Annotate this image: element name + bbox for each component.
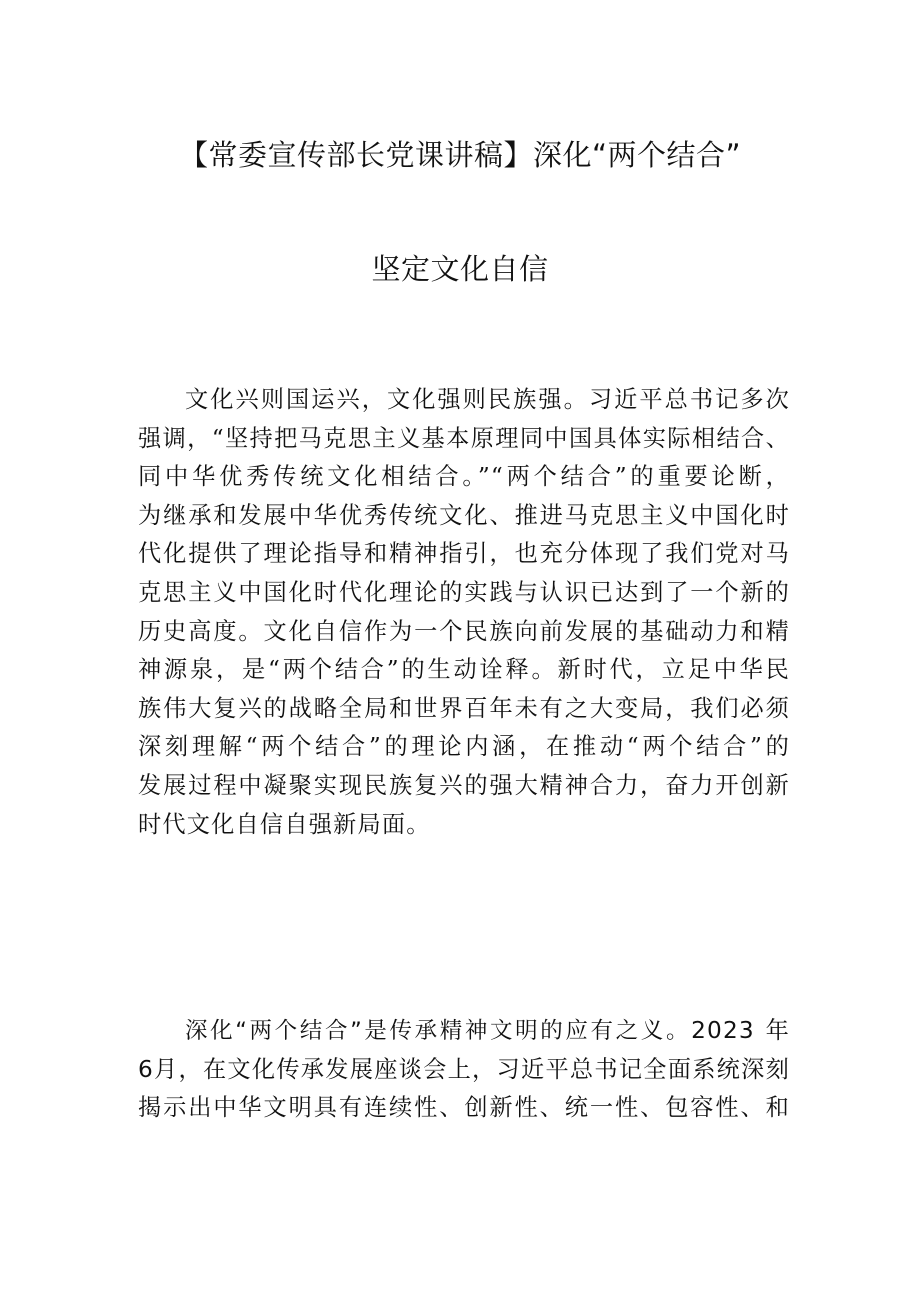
paragraph-line: 同中华优秀传统文化相结合。”“两个结合”的重要论断，	[138, 463, 790, 491]
paragraph-section-1	[138, 1012, 790, 1128]
paragraph-line: 克思主义中国化时代化理论的实践与认识已达到了一个新的	[138, 578, 790, 606]
paragraph-line: 历史高度。文化自信作为一个民族向前发展的基础动力和精	[138, 617, 790, 645]
paragraph-line: 文化兴则国运兴，文化强则民族强。习近平总书记多次	[185, 386, 790, 413]
document-title-line-2: 坚定文化自信	[371, 252, 549, 286]
paragraph-line: 强调，“坚持把马克思主义基本原理同中国具体实际相结合、	[138, 424, 790, 452]
section-heading: 深化“两个结合”是传承精神文明的应有之义。	[185, 1018, 692, 1044]
paragraph-line-text: 月，在文化传承发展座谈会上，习近平总书记全面系统深刻	[153, 1055, 790, 1083]
paragraph-line: 发展过程中凝聚实现民族复兴的强大精神合力，奋力开创新	[138, 771, 790, 799]
paragraph-line: 深刻理解“两个结合”的理论内涵，在推动“两个结合”的	[138, 733, 790, 761]
year-text: 2023	[691, 1017, 755, 1044]
paragraph-line: 神源泉，是“两个结合”的生动诠释。新时代，立足中华民	[138, 656, 790, 684]
paragraph-line: 为继承和发展中华优秀传统文化、推进马克思主义中国化时	[138, 501, 790, 529]
paragraph-line	[138, 1051, 790, 1090]
paragraph-line: 族伟大复兴的战略全局和世界百年未有之大变局，我们必须	[138, 694, 790, 722]
paragraph-line: 揭示出中华文明具有连续性、创新性、统一性、包容性、和	[138, 1094, 790, 1122]
document-title-line-1: 【常委宣传部长党课讲稿】深化“两个结合”	[178, 138, 742, 172]
paragraph-intro	[138, 381, 790, 844]
month-text: 6	[138, 1055, 154, 1083]
paragraph-line: 时代文化自信自强新局面。	[138, 810, 431, 838]
paragraph-line: 代化提供了理论指导和精神指引，也充分体现了我们党对马	[138, 540, 790, 568]
year-suffix: 年	[765, 1017, 790, 1044]
paragraph-line	[138, 1012, 790, 1051]
